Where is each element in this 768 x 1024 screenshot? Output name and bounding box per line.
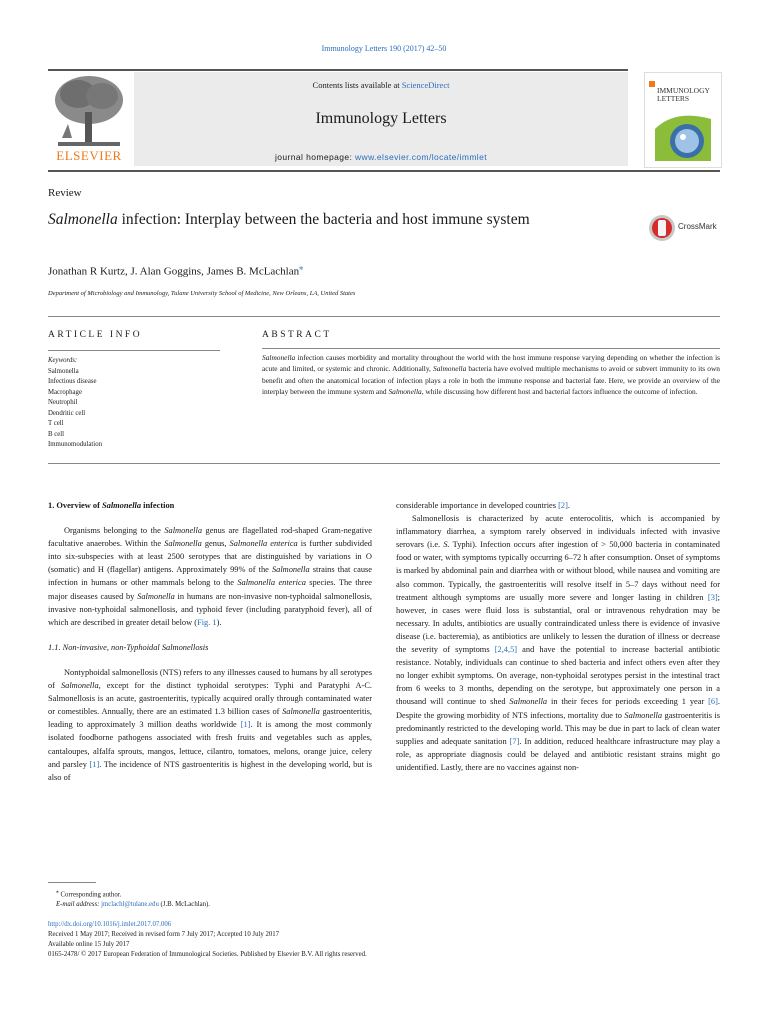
cover-title-2: LETTERS bbox=[657, 94, 690, 103]
received-dates: Received 1 May 2017; Received in revised form 7 July 2017; Accepted 10 July 2017 bbox=[48, 931, 280, 938]
keyword: Dendritic cell bbox=[48, 409, 86, 417]
affiliation: Department of Microbiology and Immunology, Tulane University School of Medicine, New Orleans, LA, United States bbox=[48, 290, 356, 297]
keyword: Neutrophil bbox=[48, 399, 78, 406]
subsection-heading: 1.1. Non-invasive, non-Typhoidal Salmonellosis bbox=[48, 642, 209, 652]
abstract-heading: ABSTRACT bbox=[262, 330, 332, 340]
journal-name: Immunology Letters bbox=[315, 110, 447, 127]
elsevier-wordmark: ELSEVIER bbox=[56, 148, 122, 163]
keyword: Salmonella bbox=[48, 367, 79, 375]
corresponding-author-mark[interactable]: ⁎ bbox=[299, 263, 304, 272]
keyword: B cell bbox=[48, 430, 65, 438]
homepage-link[interactable]: www.elsevier.com/locate/immlet bbox=[355, 152, 487, 162]
paragraph: Salmonellosis is characterized by acute enterocolitis, which is accompanied by inflammatory diarrhea, a symptom rarely observed in individuals infected with invasive serovars (i.e. S. Typhi). Infection occurs after ingestion of > 50,000 bacteria in contaminated food or water, with symptoms typically occurring 6–72 h after consumption. Onset of symptoms is marked by abdominal pain and diarrhea with or without blood, while nausea and vomiting are also common. Typically, the gastroenteritis will resolve itself in 5–7 days without need for treatment although symptoms are usually more severe and longer lasting in children [3]; however, in cases were fluid loss is substantial, oral or intravenous rehydration may be necessary. In adults, antibiotics are usually contraindicated unless there is evidence of invasive disease (i.e. bacteremia), as antibiotics are unlikely to lessen the duration of illness or decrease the severity of symptoms [2,4,5] and have the potential to increase bacterial antibiotic resistance. Notably, individuals can continue to shed bacteria and infect others even after they no longer exhibit symptoms. On average, non-typhoidal serotypes persist in the intestinal tract from 6 weeks to 3 months, depending on the serotype, but approximately one person in a thousand will continue to shed Salmonella in their feces for periods exceeding 1 year [6]. Despite the growing morbidity of NTS infections, mortality due to Salmonella gastroenteritis is predominantly restricted to the developing world. This may be due in part to lack of clean water supplies and adequate sanitation [7]. In addition, reduced healthcare infrastructure may play a role, as appropriate diagnosis could be delayed and antibiotic resistant strains might go unidentified. Lastly, there are no vaccines against non- bbox=[396, 514, 721, 772]
copyright: 0165-2478/ © 2017 European Federation of Immunological Societies. Published by Elsevier B.V. All rights reserved. bbox=[48, 951, 367, 958]
header-top-rule bbox=[48, 69, 628, 71]
email-note: E-mail address: jmclachl@tulane.edu (J.B. McLachlan). bbox=[56, 901, 210, 909]
keyword: Immunomodulation bbox=[48, 441, 102, 448]
footnote-rule bbox=[48, 882, 96, 883]
paragraph: considerable importance in developed countries [2]. bbox=[396, 501, 570, 510]
divider bbox=[48, 316, 720, 317]
reference-link[interactable]: [3] bbox=[707, 592, 718, 602]
left-column bbox=[48, 499, 372, 784]
crossmark-icon bbox=[648, 213, 676, 243]
keyword: Infectious disease bbox=[48, 378, 97, 385]
crossmark-label: CrossMark bbox=[678, 222, 717, 231]
journal-banner bbox=[134, 72, 628, 166]
author-list: Jonathan R Kurtz, J. Alan Goggins, James B. McLachlan⁎ bbox=[48, 263, 304, 278]
abstract-rule bbox=[262, 348, 720, 349]
reference-link[interactable]: [2] bbox=[558, 501, 568, 510]
crossmark-badge[interactable] bbox=[648, 213, 728, 243]
article-title: Salmonella infection: Interplay between the bacteria and host immune system bbox=[48, 211, 530, 228]
reference-link[interactable]: [6] bbox=[708, 697, 718, 707]
journal-homepage: journal homepage: www.elsevier.com/locate/immlet bbox=[275, 152, 487, 162]
article-info-rule bbox=[48, 350, 220, 351]
keywords-label: Keywords: bbox=[48, 357, 78, 364]
reference-link[interactable]: [1] bbox=[240, 720, 251, 730]
right-column bbox=[396, 499, 720, 774]
figure-link[interactable]: Fig. 1 bbox=[197, 617, 217, 627]
tree-icon bbox=[48, 72, 130, 150]
header-bottom-rule bbox=[48, 170, 720, 172]
abstract-text: Salmonella infection causes morbidity and mortality throughout the world with the host immune response varying depending on whether the infection is acute and limited, or systemic and chronic. Additionally, Salmonella bacteria have evolved multiple mechanisms to avoid or subvert immunity to its own benefit and often the anatomical location of infection plays a role in both the immune response and bacterial fate. Here, we provide an overview of the interplay between the immune system and Salmonella, while discussing how different host and bacterial factors influence the outcome of infection. bbox=[262, 353, 720, 396]
article-footer bbox=[48, 920, 720, 960]
article-type: Review bbox=[48, 187, 82, 199]
cover-logo-icon bbox=[649, 81, 655, 87]
reference-link[interactable]: [7] bbox=[509, 736, 520, 746]
keyword: Macrophage bbox=[48, 388, 82, 396]
section-heading: 1. Overview of Salmonella infection bbox=[48, 501, 175, 510]
keywords bbox=[48, 356, 102, 451]
sciencedirect-link[interactable]: ScienceDirect bbox=[401, 80, 450, 90]
elsevier-logo[interactable] bbox=[48, 72, 130, 166]
cover-title-1: IMMUNOLOGY bbox=[657, 86, 710, 95]
reference-link[interactable]: [2,4,5] bbox=[494, 645, 518, 655]
journal-reference[interactable]: Immunology Letters 190 (2017) 42–50 bbox=[321, 44, 447, 53]
journal-cover[interactable] bbox=[644, 72, 722, 168]
article-info-heading: ARTICLE INFO bbox=[48, 330, 143, 340]
available-online: Available online 15 July 2017 bbox=[48, 941, 130, 948]
paragraph: Nontyphoidal salmonellosis (NTS) refers to any illnesses caused to humans by all serotypes of Salmonella, except for the distinct typhoidal serotypes: Typhi and Paratyphi A-C. Salmonellosis is an acute, gastroenteritis, typically acquired orally through contaminated water or comestibles. Annually, there are an estimated 1.3 billion cases of Salmonella gastroenteritis, leading to approximately 3 million deaths worldwide [1]. It is among the most commonly isolated foodborne pathogens associated with fresh fruits and vegetables such as apples, cantaloupes, alfalfa sprouts, mangos, lettuce, cilantro, tomatoes, melons, orange juice, celery and parsley [1]. The incidence of NTS gastroenteritis is highest in the developing world, but is also of bbox=[48, 667, 372, 782]
paragraph: Organisms belonging to the Salmonella genus are flagellated rod-shaped Gram-negative facultative anaerobes. Within the Salmonella genus, Salmonella enterica is further subdivided into six-subspecies with at least 2500 serotypes that are distinguished by variations in O (somatic) and H (flagellar) antigens. Approximately 99% of the Salmonella strains that cause infection in humans or other mammals belong to the Salmonella enterica species. The three major diseases caused by Salmonella in humans are non-invasive non-typhoidal salmonellosis, invasive non-typhoidal salmonellosis, and typhoid fever (including paratyphoid fever), all of which are described in greater detail below (Fig. 1). bbox=[48, 526, 373, 627]
reference-link[interactable]: [1] bbox=[89, 759, 100, 769]
contents-line: Contents lists available at ScienceDirect bbox=[312, 80, 450, 90]
corresponding-author-note: ⁎ Corresponding author. bbox=[56, 889, 122, 899]
cover-art-icon bbox=[655, 109, 711, 161]
footnote bbox=[56, 887, 210, 910]
divider bbox=[48, 463, 720, 464]
keyword: T cell bbox=[48, 420, 64, 427]
email-link[interactable]: jmclachl@tulane.edu bbox=[101, 901, 159, 909]
doi-link[interactable]: http://dx.doi.org/10.1016/j.imlet.2017.07.006 bbox=[48, 921, 172, 928]
